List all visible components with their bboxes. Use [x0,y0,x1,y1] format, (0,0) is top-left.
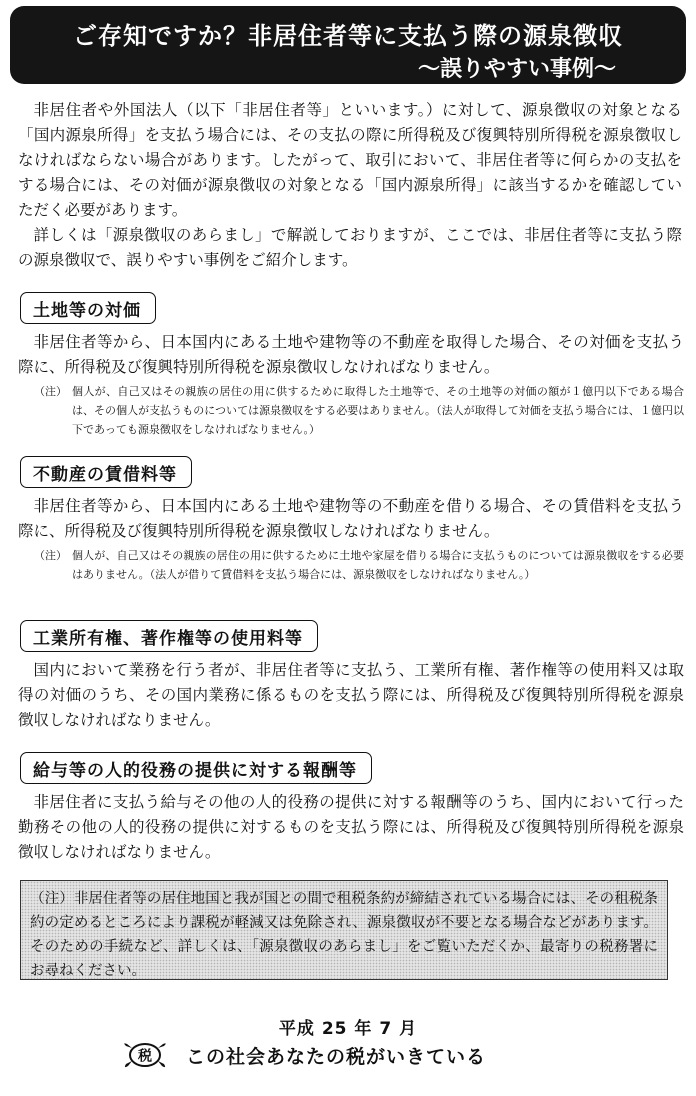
title-banner [10,6,686,84]
section-body: 国内において業務を行う者が、非居住者等に支払う、工業所有権、著作権等の使用料又は取得の対価のうち、その国内業務に係るものを支払う際には、所得税及び復興特別所得税を源泉徴収しなければなりません。 [18,661,684,729]
section-land [18,292,684,439]
section-heading: 工業所有権、著作権等の使用料等 [20,620,318,652]
section-note [34,546,684,584]
intro-paragraph-1: 非居住者や外国法人（以下「非居住者等」といいます。）に対して、源泉徴収の対象となる「国内源泉所得」を支払う場合には、その支払の際に所得税及び復興特別所得税を源泉徴収しなければならない場合があります。したがって、取引において、非居住者等に何らかの支払をする場合には、その対価が源泉徴収の対象となる「国内源泉所得」に該当するかを確認していただく必要があります。 [18,101,682,219]
issue-date: 平成 25 年 7 月 [278,1019,418,1039]
section-body: 非居住者に支払う給与その他の人的役務の提供に対する報酬等のうち、国内において行った勤務その他の人的役務の提供に対するものを支払う際には、所得税及び復興特別所得税を源泉徴収しなければなりません。 [18,793,684,861]
section-real-estate-rent [18,456,684,584]
page-title: ご存知ですか？非居住者等に支払う際の源泉徴収 [73,22,623,50]
slogan-text: この社会あなたの税がいきている [186,1045,487,1068]
footer-slogan [120,1040,486,1070]
section-body: 非居住者等から、日本国内にある土地や建物等の不動産を取得した場合、その対価を支払う際に、所得税及び復興特別所得税を源泉徴収しなければなりません。 [18,333,684,376]
section-body: 非居住者等から、日本国内にある土地や建物等の不動産を借りる場合、その賃借料を支払う際に、所得税及び復興特別所得税を源泉徴収しなければなりません。 [18,497,684,540]
tax-logo-icon [120,1040,170,1070]
page-subtitle: ～誤りやすい事例～ [417,57,616,82]
intro-paragraph-2: 詳しくは「源泉徴収のあらまし」で解説しておりますが、ここでは、非居住者等に支払う際の源泉徴収で、誤りやすい事例をご紹介します。 [18,226,682,269]
section-personal-services [18,752,684,865]
tax-logo-text: 税 [138,1048,152,1065]
tax-treaty-note-box [20,880,668,980]
section-heading: 給与等の人的役務の提供に対する報酬等 [20,752,372,784]
note-label: （注） [34,385,67,398]
note-text: 個人が、自己又はその親族の居住の用に供するために土地や家屋を借りる場合に支払うものについては源泉徴収をする必要はありません。（法人が借りて賃借料を支払う場合には、源泉徴収をしなければなりません。） [72,549,684,581]
section-heading: 不動産の賃借料等 [20,456,192,488]
intro-text [18,98,682,273]
section-royalties [18,620,684,733]
tax-treaty-note: （注）非居住者等の居住地国と我が国との間で租税条約が締結されている場合には、その租税条約の定めるところにより課税が軽減又は免除され、源泉徴収が不要となる場合などがあります。そのための手続など、詳しくは、「源泉徴収のあらまし」をご覧いただくか、最寄りの税務署にお尋ねください。 [30,891,658,979]
note-label: （注） [34,549,67,562]
section-heading: 土地等の対価 [20,292,156,324]
note-text: 個人が、自己又はその親族の居住の用に供するために取得した土地等で、その土地等の対価の額が１億円以下である場合は、その個人が支払うものについては源泉徴収をする必要はありません。（法人が取得して対価を支払う場合には、１億円以下であっても源泉徴収をしなければなりません。） [72,385,684,436]
section-note [34,382,684,439]
